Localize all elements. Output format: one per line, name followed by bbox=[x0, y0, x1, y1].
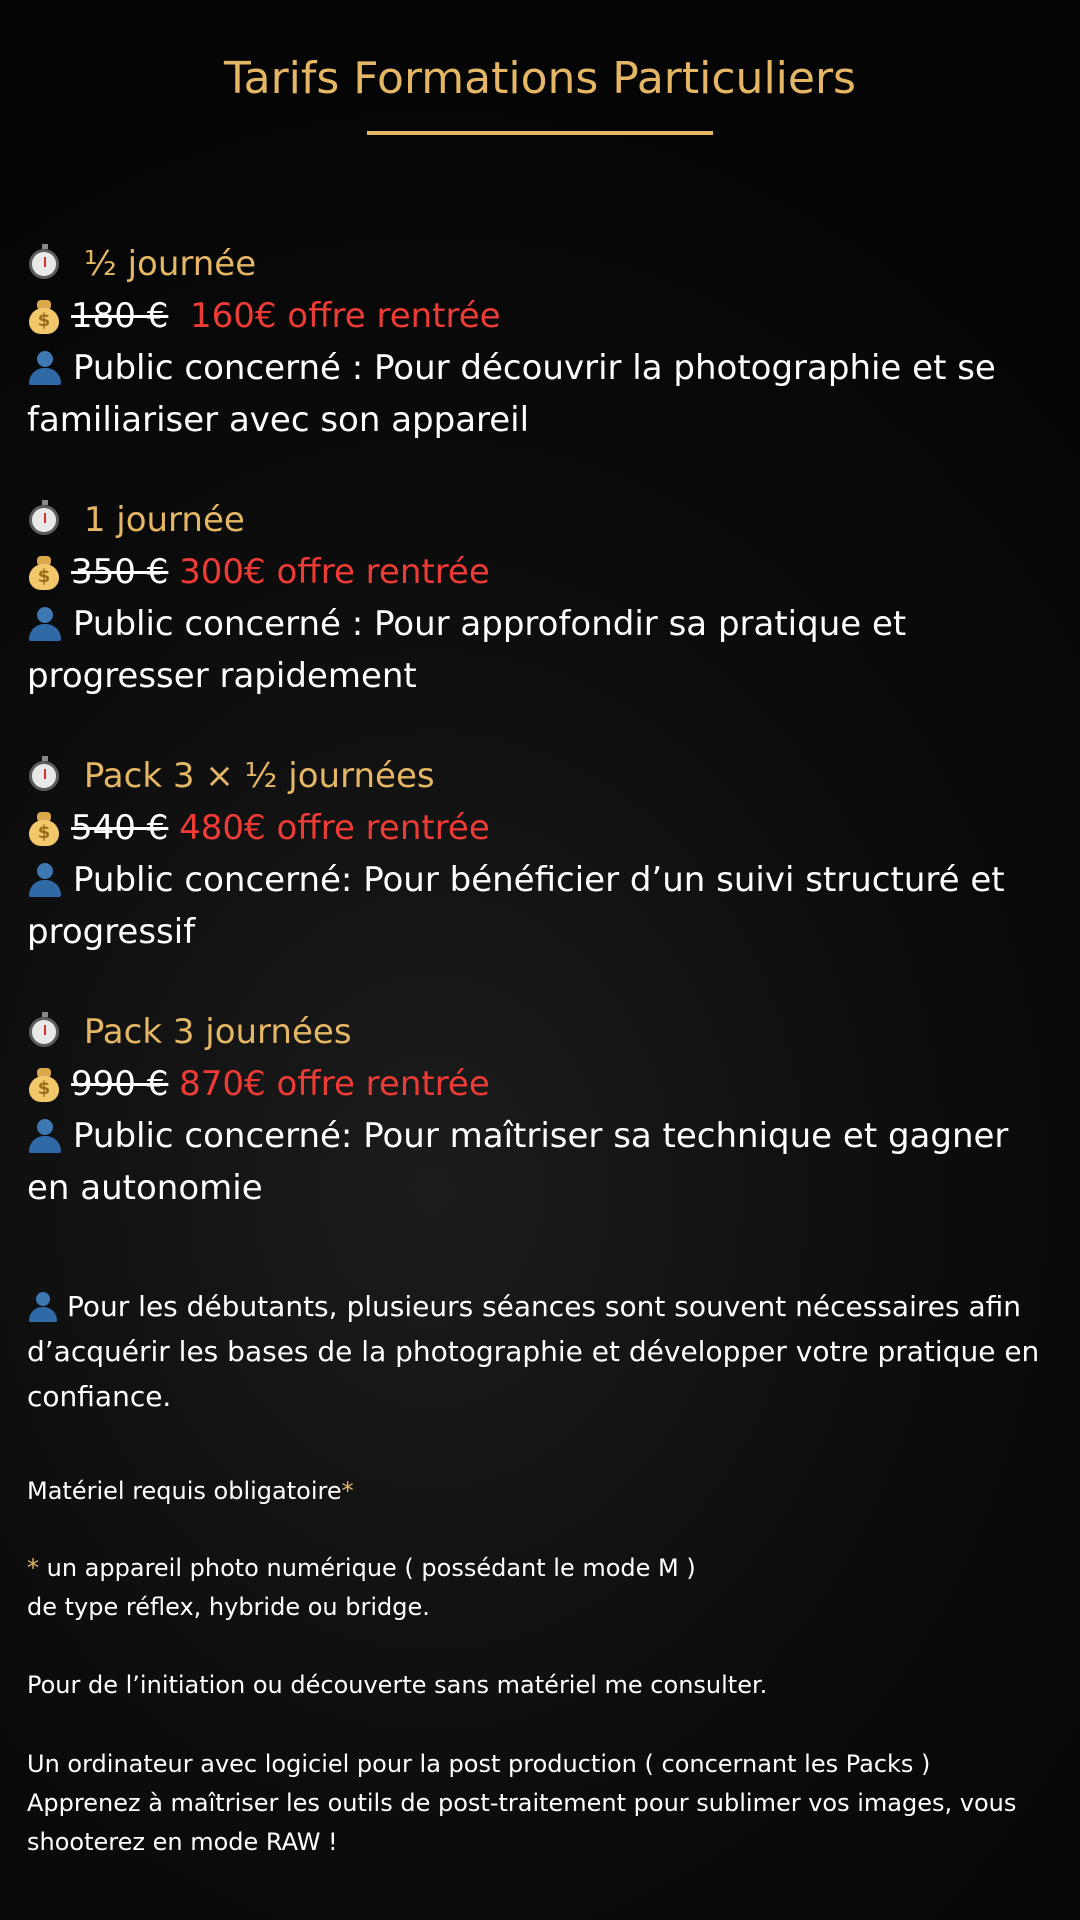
offer-audience: Public concerné : Pour découvrir la photographie et se familiariser avec son appareil bbox=[27, 348, 996, 440]
person-icon bbox=[27, 607, 63, 641]
beginner-note bbox=[27, 1284, 1057, 1419]
new-price: 300€ offre rentrée bbox=[179, 552, 490, 592]
stopwatch-icon bbox=[29, 1017, 59, 1047]
offer-item bbox=[27, 750, 1057, 958]
computer-line-1: Un ordinateur avec logiciel pour la post production ( concernant les Packs ) bbox=[27, 1750, 931, 1778]
offer-item bbox=[27, 494, 1057, 702]
person-icon bbox=[27, 351, 63, 385]
stopwatch-icon bbox=[29, 761, 59, 791]
old-price: 180 € bbox=[71, 296, 169, 336]
asterisk: * bbox=[341, 1477, 354, 1505]
money-bag-icon: $ bbox=[27, 299, 61, 333]
stopwatch-icon bbox=[29, 505, 59, 535]
stopwatch-icon bbox=[29, 249, 59, 279]
person-icon bbox=[27, 1119, 63, 1153]
offer-duration: ½ journée bbox=[83, 244, 257, 284]
offer-list bbox=[27, 238, 1057, 1262]
offer-duration: Pack 3 journées bbox=[83, 1012, 352, 1052]
camera-line-1: un appareil photo numérique ( possédant le mode M ) bbox=[39, 1554, 696, 1582]
offer-audience: Public concerné: Pour maîtriser sa technique et gagner en autonomie bbox=[27, 1116, 1009, 1208]
money-bag-icon: $ bbox=[27, 811, 61, 845]
offer-duration: Pack 3 × ½ journées bbox=[83, 756, 435, 796]
computer-requirement bbox=[27, 1745, 1057, 1862]
equipment-heading bbox=[27, 1472, 1057, 1511]
asterisk: * bbox=[27, 1554, 39, 1582]
person-icon bbox=[27, 1292, 59, 1322]
person-icon bbox=[27, 863, 63, 897]
offer-audience: Public concerné : Pour approfondir sa pratique et progresser rapidement bbox=[27, 604, 907, 696]
offer-item bbox=[27, 1006, 1057, 1214]
old-price: 990 € bbox=[71, 1064, 169, 1104]
money-bag-icon: $ bbox=[27, 1067, 61, 1101]
new-price: 160€ offre rentrée bbox=[189, 296, 501, 336]
camera-requirement bbox=[27, 1549, 1057, 1627]
page-title: Tarifs Formations Particuliers bbox=[224, 53, 856, 104]
title-underline bbox=[367, 131, 713, 135]
offer-item bbox=[27, 238, 1057, 446]
beginner-note-text: Pour les débutants, plusieurs séances sont souvent nécessaires afin d’acquérir les bases de la photographie et développer votre pratique en confiance. bbox=[27, 1290, 1040, 1413]
computer-line-2: Apprenez à maîtriser les outils de post-traitement pour sublimer vos images, vous shooterez en mode RAW ! bbox=[27, 1789, 1017, 1856]
offer-audience: Public concerné: Pour bénéficier d’un suivi structuré et progressif bbox=[27, 860, 1005, 952]
old-price: 350 € bbox=[71, 552, 169, 592]
initiation-note: Pour de l’initiation ou découverte sans matériel me consulter. bbox=[27, 1671, 768, 1699]
money-bag-icon: $ bbox=[27, 555, 61, 589]
new-price: 870€ offre rentrée bbox=[179, 1064, 490, 1104]
old-price: 540 € bbox=[71, 808, 169, 848]
offer-duration: 1 journée bbox=[83, 500, 245, 540]
new-price: 480€ offre rentrée bbox=[179, 808, 490, 848]
camera-line-2: de type réflex, hybride ou bridge. bbox=[27, 1593, 430, 1621]
equipment-heading-text: Matériel requis obligatoire bbox=[27, 1477, 342, 1505]
